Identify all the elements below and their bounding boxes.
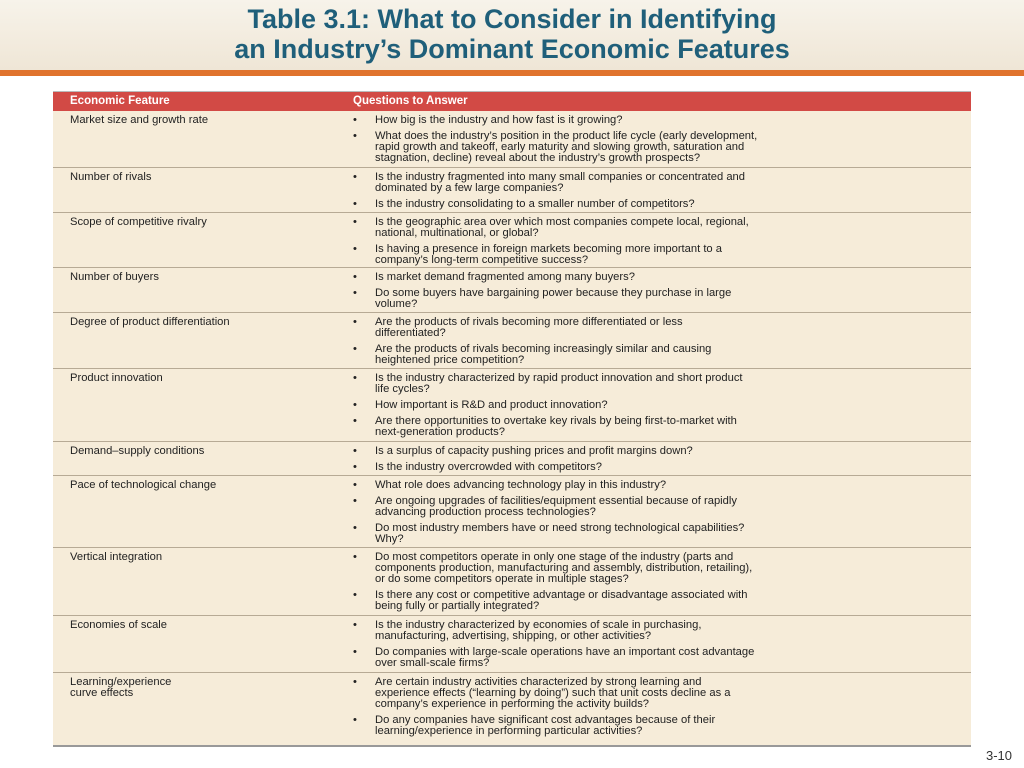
bullet-icon: • bbox=[353, 343, 357, 355]
question-item bbox=[353, 217, 963, 239]
questions-cell bbox=[353, 373, 963, 443]
question-text: How big is the industry and how fast is it growing? bbox=[375, 114, 623, 126]
feature-cell: Economies of scale bbox=[70, 619, 168, 631]
feature-cell: Vertical integration bbox=[70, 551, 163, 563]
question-text: What role does advancing technology play in this industry? bbox=[375, 479, 667, 491]
question-item bbox=[353, 462, 963, 473]
bullet-icon: • bbox=[353, 415, 357, 427]
table-row bbox=[53, 369, 971, 442]
bullet-icon: • bbox=[353, 522, 357, 534]
question-text: Do some buyers have bargaining power because they purchase in large volume? bbox=[375, 287, 732, 310]
questions-cell bbox=[353, 115, 963, 169]
question-text: Is the industry consolidating to a smaller number of competitors? bbox=[375, 198, 695, 210]
question-text: Do companies with large-scale operations have an important cost advantage over small-scale firms? bbox=[375, 646, 755, 669]
feature-cell: Scope of competitive rivalry bbox=[70, 216, 207, 228]
question-item bbox=[353, 344, 963, 366]
bullet-icon: • bbox=[353, 589, 357, 601]
question-item bbox=[353, 480, 963, 491]
bullet-icon: • bbox=[353, 714, 357, 726]
questions-cell bbox=[353, 677, 963, 742]
bullet-icon: • bbox=[353, 479, 357, 491]
feature-cell: Number of rivals bbox=[70, 171, 152, 183]
question-item bbox=[353, 400, 963, 411]
question-item bbox=[353, 272, 963, 283]
question-item bbox=[353, 131, 963, 164]
question-text: Is the industry characterized by rapid product innovation and short product life cycles? bbox=[375, 372, 743, 395]
question-item bbox=[353, 620, 963, 642]
feature-cell: Pace of technological change bbox=[70, 479, 217, 491]
slide-title bbox=[0, 4, 1024, 64]
question-item bbox=[353, 496, 963, 518]
column-header-questions: Questions to Answer bbox=[353, 95, 468, 107]
bullet-icon: • bbox=[353, 130, 357, 142]
bullet-icon: • bbox=[353, 461, 357, 473]
table-row bbox=[53, 168, 971, 213]
question-text: Are the products of rivals becoming more differentiated or less differentiated? bbox=[375, 316, 683, 339]
table-row bbox=[53, 313, 971, 369]
bullet-icon: • bbox=[353, 114, 357, 126]
question-item bbox=[353, 677, 963, 710]
bullet-icon: • bbox=[353, 445, 357, 457]
questions-cell bbox=[353, 272, 963, 315]
questions-cell bbox=[353, 552, 963, 617]
slide-header bbox=[0, 0, 1024, 70]
question-item bbox=[353, 523, 963, 545]
question-item bbox=[353, 590, 963, 612]
question-text: Are certain industry activities characterized by strong learning and experience effects (“learning by doing”) such that unit costs decline as a company’s experience in performing the activity builds? bbox=[375, 676, 731, 710]
question-item bbox=[353, 647, 963, 669]
question-text: Are ongoing upgrades of facilities/equipment essential because of rapidly advancing production process technologies? bbox=[375, 495, 737, 518]
bullet-icon: • bbox=[353, 619, 357, 631]
feature-cell: Product innovation bbox=[70, 372, 163, 384]
question-item bbox=[353, 244, 963, 266]
question-item bbox=[353, 416, 963, 438]
question-text: Are there opportunities to overtake key rivals by being first-to-market with next-generation products? bbox=[375, 415, 737, 438]
question-text: Do most competitors operate in only one stage of the industry (parts and components production, manufacturing and assembly, distribution, retailing), or do some competitors operate in multiple stages? bbox=[375, 551, 753, 585]
bullet-icon: • bbox=[353, 399, 357, 411]
feature-cell: Number of buyers bbox=[70, 271, 159, 283]
table-body bbox=[53, 111, 971, 747]
question-text: Is the industry fragmented into many small companies or concentrated and dominated by a few large companies? bbox=[375, 171, 746, 194]
questions-cell bbox=[353, 446, 963, 478]
bullet-icon: • bbox=[353, 495, 357, 507]
table-row bbox=[53, 268, 971, 313]
question-item bbox=[353, 172, 963, 194]
feature-cell: Learning/experience curve effects bbox=[70, 676, 172, 699]
bullet-icon: • bbox=[353, 551, 357, 563]
table-header-row bbox=[53, 91, 971, 111]
table-row bbox=[53, 616, 971, 673]
questions-cell bbox=[353, 317, 963, 371]
table-row bbox=[53, 673, 971, 747]
question-text: Is having a presence in foreign markets becoming more important to a company’s long-term competitive success? bbox=[375, 243, 722, 266]
question-item bbox=[353, 446, 963, 457]
bullet-icon: • bbox=[353, 271, 357, 283]
question-item bbox=[353, 552, 963, 585]
question-item bbox=[353, 317, 963, 339]
question-text: Are the products of rivals becoming increasingly similar and causing heightened price competition? bbox=[375, 343, 712, 366]
question-item bbox=[353, 373, 963, 395]
question-item bbox=[353, 199, 963, 210]
bullet-icon: • bbox=[353, 198, 357, 210]
page-number: 3-10 bbox=[985, 748, 1012, 763]
feature-cell: Degree of product differentiation bbox=[70, 316, 230, 328]
bullet-icon: • bbox=[353, 243, 357, 255]
bullet-icon: • bbox=[353, 171, 357, 183]
questions-cell bbox=[353, 217, 963, 271]
question-item bbox=[353, 715, 963, 737]
bullet-icon: • bbox=[353, 676, 357, 688]
question-text: Is the industry characterized by economies of scale in purchasing, manufacturing, advertising, shipping, or other activities? bbox=[375, 619, 702, 642]
table-row bbox=[53, 548, 971, 616]
table-row bbox=[53, 213, 971, 268]
question-text: How important is R&D and product innovation? bbox=[375, 399, 608, 411]
table-row bbox=[53, 111, 971, 168]
feature-cell: Market size and growth rate bbox=[70, 114, 209, 126]
question-text: Do most industry members have or need strong technological capabilities? Why? bbox=[375, 522, 745, 545]
bullet-icon: • bbox=[353, 372, 357, 384]
bullet-icon: • bbox=[353, 316, 357, 328]
bullet-icon: • bbox=[353, 287, 357, 299]
questions-cell bbox=[353, 172, 963, 215]
table-row bbox=[53, 442, 971, 476]
question-text: Is there any cost or competitive advantage or disadvantage associated with being fully or partially integrated? bbox=[375, 589, 748, 612]
question-text: Do any companies have significant cost advantages because of their learning/experience in performing particular activities? bbox=[375, 714, 716, 737]
header-divider bbox=[0, 70, 1024, 76]
question-text: Is a surplus of capacity pushing prices and profit margins down? bbox=[375, 445, 693, 457]
column-header-feature: Economic Feature bbox=[70, 95, 170, 107]
bullet-icon: • bbox=[353, 646, 357, 658]
bullet-icon: • bbox=[353, 216, 357, 228]
question-text: What does the industry’s position in the product life cycle (early development, rapid growth and takeoff, early maturity and slowing growth, saturation and stagnation, decline) reveal about the industry’s growth prospects? bbox=[375, 130, 758, 164]
economic-features-table bbox=[53, 91, 971, 747]
questions-cell bbox=[353, 480, 963, 550]
table-row bbox=[53, 476, 971, 548]
question-item bbox=[353, 115, 963, 126]
question-text: Is the industry overcrowded with competitors? bbox=[375, 461, 602, 473]
question-item bbox=[353, 288, 963, 310]
feature-cell: Demand–supply conditions bbox=[70, 445, 205, 457]
question-text: Is market demand fragmented among many buyers? bbox=[375, 271, 635, 283]
title-line-2: an Industry’s Dominant Economic Features bbox=[234, 34, 790, 64]
question-text: Is the geographic area over which most companies compete local, regional, national, multinational, or global? bbox=[375, 216, 749, 239]
questions-cell bbox=[353, 620, 963, 674]
title-line-1: Table 3.1: What to Consider in Identifying bbox=[247, 4, 777, 34]
